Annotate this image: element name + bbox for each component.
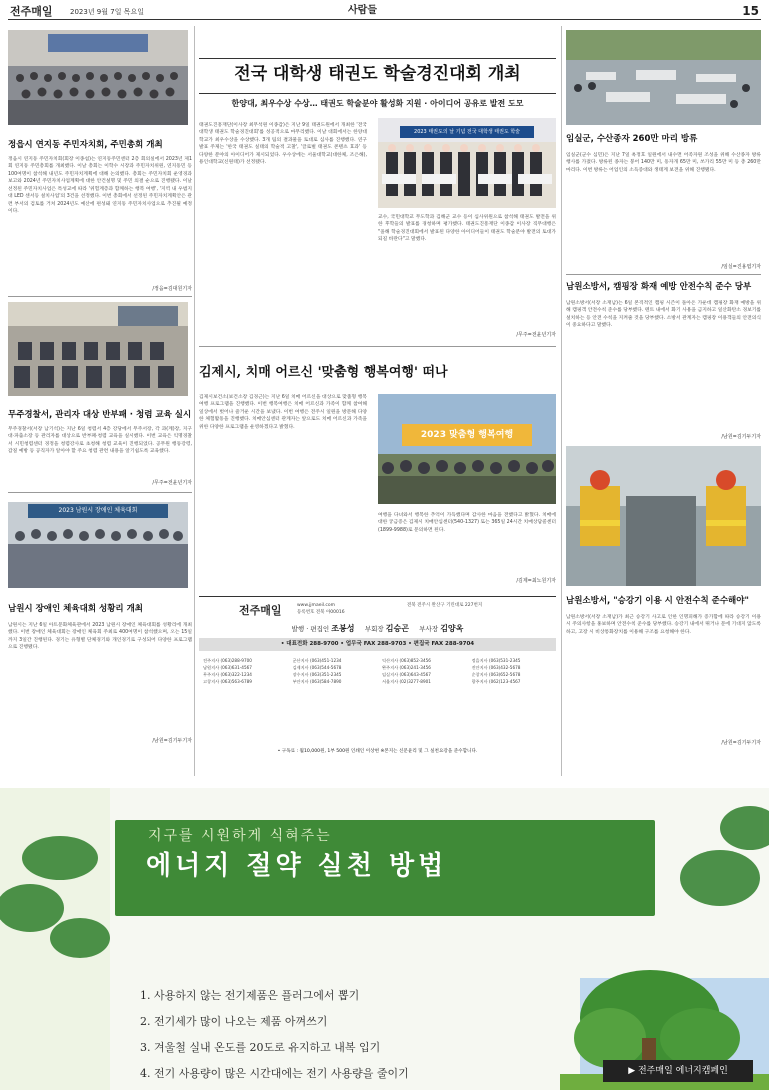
banner-title: 에너지 절약 실천 방법 [146, 851, 448, 881]
bureau-item: 정읍지사 (063)531-2345 [471, 658, 521, 663]
issue-date: 2023년 9월 7일 목요일 [70, 8, 144, 16]
bureau-item: 광주지사 (062)123-4567 [471, 679, 521, 685]
list-item: 3. 겨울철 실내 온도를 20도로 유지하고 내복 입기 [140, 1040, 381, 1054]
staff-label-deputy: 부사장 [419, 625, 439, 633]
column-divider [194, 26, 195, 776]
divider [8, 296, 192, 297]
bureau-item: 무주지사 (063)322-1234 [203, 672, 252, 678]
mid-photo [378, 394, 556, 504]
staff-label-vice: 부회장 [364, 625, 384, 633]
masthead [8, 2, 761, 20]
left-body-1: 정읍시 연지동 주민자치회(회장 이종섭)는 연지동주민센터 2층 회의실에서 2023년 제1회 연지동 주민총회를 개최했다. 이날 총회는 이학수 시장과 주민자치위원, 연지동민 등 100여명이 참석해 내년도 주민자치계획에 대해 논의했다. 총회는 주민자치회 운영경과보고와 2024년 주민자치사업계획에 대한 안건설명 및 주민 의결 순으로 진행됐다. 이날 선정된 주민자치사업은 특성교에 따라 '위험계층과 함께하는 행복 여행', '지역 내 우범지대 LED 센서등 설치사업'의 3건을 선정했다. 이번 총회에서 선정된 주민자치계획안은 관련 부서의 검토를 거쳐 2024년도 예산에 편성돼 연지동 주민자치사업으로 추진될 예정이다. [8, 157, 192, 214]
main-body-right: 교수, 국민대학교 무도학과 김해군 교수 등이 심사위원으로 참석해 태권도 발전을 위한 후학들의 발표를 경청하며 평가했다. 태권도진흥재단 이종갑 이사장 직무대행은 "올해 학술경진대회에서 발표된 다양한 아이디어들이 태권도 학술분야 발전의 토대가 되길 바란다"고 말했다. [378, 215, 556, 243]
main-subheadline: 한양대, 최우수상 수상… 태권도 학술분야 활성화 지원 · 아이디어 공유로 발전 도모 [231, 99, 524, 108]
imprint-web-block [297, 603, 345, 617]
mid-body-left: 김제시보건소(보건소장 김경근)는 지난 6일 치매 어르신을 대상으로 맞춤형 행복여행 프로그램을 진행했다. 이번 행복여행은 치매 어르신과 가족이 함께 참여해 일상에서 벗어나 즐거운 시간을 보냈다. 이번 여행은 전주시 일원을 방문해 다양한 체험활동을 진행했다. 치매안심센터 관계자는 앞으로도 치매 어르신과 가족을 위한 다양한 프로그램을 운영하겠다고 밝혔다. [199, 395, 367, 430]
main-photo [378, 118, 556, 208]
bureau-list [203, 657, 553, 686]
energy-campaign-banner [0, 788, 769, 1090]
bureau-item: 부안지사 (063)584-7890 [292, 679, 342, 685]
mid-byline: /김제=최노원기자 [516, 578, 556, 584]
list-item: 4. 전기 사용량이 많은 시간대에는 전기 사용량을 줄이기 [140, 1066, 409, 1080]
bureau-item: 서울지사 (02)3277-8901 [382, 679, 431, 685]
left-headline-1: 정읍시 연지동 주민자치회, 주민총회 개최 [8, 140, 163, 150]
right-photo-1 [566, 30, 761, 125]
imprint-contact-bar: • 대표전화 288-9700 • 업무국 FAX 288-9703 • 편집국 FAX 288-9704 [199, 638, 556, 651]
imprint-registration: 등록번호 전북 아00016 [297, 609, 345, 615]
left-byline-1: /정읍=김대원기자 [152, 286, 192, 292]
right-byline-3: /남원=김기두기자 [721, 740, 761, 746]
photo-banner-text: 2023 맞춤형 행복여행 [420, 430, 514, 440]
banner-slogan: 지구를 시원하게 식혀주는 [148, 828, 332, 844]
imprint-footnote: • 구독료 : 월10,000원, 1부 500원 인쇄인 이상현 ※본지는 신문윤리 및 그 실천요강을 준수합니다. [277, 749, 478, 754]
mid-headline: 김제시, 치매 어르신 '맞춤형 행복여행' 떠나 [199, 365, 448, 380]
photo-banner-text: 2023 태권도의 날 기념 전국 대학생 태권도 학술 [414, 129, 520, 135]
staff-label-publisher: 발행 · 편집인 [291, 625, 330, 633]
bureau-item: 고창지사 (063)563-6789 [203, 679, 252, 685]
divider [8, 492, 192, 493]
list-item: 2. 전기세가 많이 나오는 제품 아껴쓰기 [140, 1014, 328, 1028]
list-item: 1. 사용하지 않는 전기제품은 플러그에서 뽑기 [140, 989, 360, 1002]
main-body-left: 태권도진흥재단(이사장 최무석원 이종갑)은 지난 9일 태권도원에서 개최한 '전국 대학생 태권도 학술경진대회'를 성공적으로 마무리했다. 이날 대회에서는 한양대학교가 최우수상을 수상했다. 3개 팀의 결과물을 토대로 심사를 진행했다. 연구 발표 주제는 '한국 태권도 실태의 학술적 고찰', '글로벌 태권도 콘텐츠 효과' 등 다양한 분야의 아이디어가 제시되었다. 우수상에는 서울대학교(대한체, 조은해), 용인대학교(신원태)가 선정됐다. [199, 123, 367, 166]
right-photo-2 [566, 446, 761, 586]
left-byline-2: /무주=전윤년기자 [152, 480, 192, 486]
bureau-item: 임실지사 (063)643-4567 [382, 672, 431, 678]
bureau-item: 장수지사 (063)351-2345 [292, 672, 342, 678]
column-divider [561, 26, 562, 776]
left-photo-3 [8, 502, 188, 588]
bureau-item: 완주지사 (063)241-3456 [382, 665, 431, 671]
main-headline: 전국 대학생 태권도 학술경진대회 개최 [234, 64, 521, 84]
staff-vice: 김승곤 [385, 624, 409, 633]
newspaper-imprint [199, 596, 556, 766]
bureau-item: 순창지사 (063)652-5678 [471, 672, 521, 678]
left-byline-3: /남원=김기두기자 [152, 738, 192, 744]
staff-publisher: 조봉성 [331, 624, 355, 633]
bureau-item: 진안지사 (063)432-5678 [471, 665, 521, 671]
section-title: 사람들 [348, 5, 377, 16]
divider [199, 346, 556, 347]
imprint-staff [199, 623, 556, 635]
left-photo-1 [8, 30, 188, 125]
photo-banner-text: 2023 남원시 장애인 체육대회 [58, 507, 138, 514]
divider [566, 274, 761, 275]
imprint-address-block [407, 603, 482, 610]
left-photo-2 [8, 302, 188, 396]
right-byline-1: /임실=진용엽기자 [721, 264, 761, 270]
left-headline-2: 무주경찰서, 관리자 대상 반부패 · 청렴 교육 실시 [8, 410, 192, 420]
page-number: 15 [742, 4, 759, 18]
imprint-address: 전북 전주시 완산구 기린대로 227번지 [407, 603, 483, 608]
left-body-3: 남원시는 지난 6일 아트문화체육관에서 2023 남원시 장애인 체육대회를 성황리에 개최했다. 이번 장애인 체육대회는 장애인 체육회 주최로 400여명이 참석했으며, 오는 15일까지 3일간 진행된다. 경기는 유형별 단체경기와 개인경기로 구성되어 다양한 프로그램으로 진행됐다. [8, 623, 192, 651]
bureau-item: 전주지사 (063)288-9700 [203, 658, 252, 663]
staff-deputy: 김양옥 [440, 624, 464, 633]
left-body-2: 무주경찰서(서장 남기석)는 지난 6일 청렴서 4층 강당에서 무주서장, 각 과(계)장, 지구대·파출소장 등 관리자를 대상으로 반부패·청렴 교육을 실시했다. 이번 교육은 익명경찰서 시민청렴센터 경정을 청렴강사로 초청해 청렴 교육이 진행되었다. 공무원 행동강령, 갑질 예방 등 공직자가 알아야 할 주요 청렴 관련 내용을 알기쉽도록 교육했다. [8, 427, 192, 455]
right-headline-1: 임실군, 수산종자 260만 마리 방류 [566, 134, 698, 144]
paper-logo: 전주매일 [10, 5, 53, 18]
energy-tips-list [140, 988, 409, 1090]
main-byline: /무주=전윤년기자 [516, 332, 556, 338]
bureau-item: 남원지사 (063)631-4567 [203, 665, 252, 671]
right-body-2: 남원소방서(서장 소재남)는 6일 본격적인 캠핑 시즌이 돌아온 가운데 캠핑장 화재 예방을 위해 캠핑객 안전수칙 준수를 당부했다. 텐트 내에서 화기 사용을 금지하고 일산화탄소 경보기를 설치하는 등 안전 수칙을 지켜줄 것을 당부했다. 소방서 관계자는 캠핑장 이용객들의 안전의식이 중요하다고 말했다. [566, 301, 761, 329]
campaign-label: ▶ 전주매일 에너지캠페인 [603, 1060, 753, 1082]
imprint-website[interactable]: www.jjmaeil.com [297, 603, 336, 608]
right-body-1: 임실군(군수 심민)은 지난 7일 옥정호 일원에서 내수면 어족자원 조성을 위해 수산종자 방류 행사를 가졌다. 방류된 종자는 붕어 140만 미, 동자개 65만 미, 쏘가리 55만 미 등 총 260만 마리다. 이번 방류는 어업인의 소득증대와 생태계 보전을 위해 진행됐다. [566, 153, 761, 173]
mid-body-right: 여행을 다녀와서 행복한 추억이 가득했다며 감사한 마음을 전했다고 밝혔다. 치매에 대한 궁금증은 김제시 치매안심센터(540-1327) 또는 365일 24시간 치매상담콜센터(1899-9988)로 문의하면 된다. [378, 513, 556, 533]
bureau-item: 군산지사 (063)451-1234 [292, 658, 342, 663]
imprint-paper-name: 전주매일 [239, 604, 282, 617]
left-headline-3: 남원시 장애인 체육대회 성황리 개최 [8, 604, 144, 614]
right-body-3: 남원소방서(서장 소재남)가 최근 승강기 사고로 인한 인명피해가 증가함에 따라 승강기 이용 시 주의사항을 홍보하며 안전수칙 준수를 당부했다. 승강기 내에서 뛰거나 문에 기대지 않도록 하고, 고장 시 비상통화장치를 이용해 구조를 요청해야 한다. [566, 615, 761, 635]
right-headline-3: 남원소방서, "승강기 이용 시 안전수칙 준수해야" [566, 596, 749, 606]
right-headline-2: 남원소방서, 캠핑장 화재 예방 안전수칙 준수 당부 [566, 282, 752, 292]
bureau-item: 김제지사 (063)544-5678 [292, 665, 342, 671]
right-byline-2: /남원=김기두기자 [721, 434, 761, 440]
bureau-item: 익산지사 (063)852-3456 [382, 658, 431, 663]
